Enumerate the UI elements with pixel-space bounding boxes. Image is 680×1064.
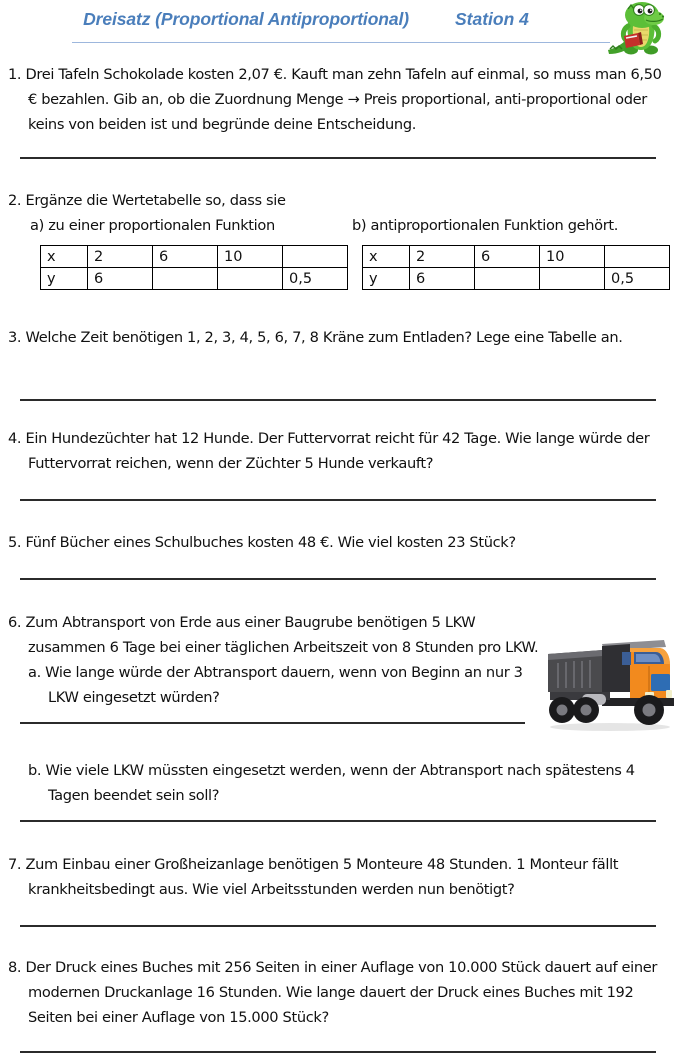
- value-table-a[interactable]: [40, 245, 348, 290]
- header-divider: [72, 42, 610, 43]
- cell-b-0-2[interactable]: 6: [475, 246, 540, 268]
- question-2-text: 2. Ergänze die Wertetabelle so, dass sie: [8, 192, 286, 209]
- cell-b-1-1[interactable]: 6: [410, 268, 475, 290]
- question-7: [8, 852, 672, 902]
- question-5-text: 5. Fünf Bücher eines Schulbuches kosten 48 €. Wie viel kosten 23 Stück?: [8, 534, 516, 551]
- answer-line-6a[interactable]: [20, 722, 525, 724]
- cell-a-0-4[interactable]: [283, 246, 348, 268]
- question-1: [8, 62, 672, 137]
- cell-b-1-2[interactable]: [475, 268, 540, 290]
- cell-b-1-0[interactable]: y: [363, 268, 410, 290]
- question-3: [8, 325, 672, 350]
- question-7-text: 7. Zum Einbau einer Großheizanlage benötigen 5 Monteure 48 Stunden. 1 Monteur fällt krankheitsbedingt aus. Wie viel Arbeitsstunden werden nun benötigt?: [8, 856, 623, 898]
- answer-line-8[interactable]: [20, 1051, 656, 1053]
- cell-a-1-4[interactable]: 0,5: [283, 268, 348, 290]
- question-8: [8, 955, 672, 1030]
- question-6b: [8, 758, 672, 808]
- station-label: Station 4: [455, 9, 529, 29]
- header-title-row: [0, 9, 612, 30]
- question-4: [8, 426, 672, 476]
- question-6a-text: a. Wie lange würde der Abtransport dauern, wenn von Beginn an nur 3 LKW eingesetzt würden?: [28, 664, 527, 706]
- question-6-text: 6. Zum Abtransport von Erde aus einer Baugrube benötigen 5 LKW zusammen 6 Tage bei einer täglichen Arbeitszeit von 8 Stunden pro LKW.: [8, 614, 539, 656]
- value-table-b[interactable]: [362, 245, 670, 290]
- answer-line-5[interactable]: [20, 578, 656, 580]
- cell-a-1-2[interactable]: [153, 268, 218, 290]
- table-row: [363, 268, 670, 290]
- cell-a-0-3[interactable]: 10: [218, 246, 283, 268]
- cell-a-1-3[interactable]: [218, 268, 283, 290]
- question-5: [8, 530, 672, 555]
- question-2b-label: b) antiproportionalen Funktion gehört.: [352, 217, 619, 234]
- question-1-text: 1. Drei Tafeln Schokolade kosten 2,07 €. Kauft man zehn Tafeln auf einmal, so muss man 6,50 € bezahlen. Gib an, ob die Zuordnung Menge → Preis proportional, anti-proportional oder keins von beiden ist und begründe deine Entscheidung.: [8, 66, 666, 133]
- cell-b-0-1[interactable]: 2: [410, 246, 475, 268]
- crocodile-with-book-icon: [602, 0, 676, 56]
- question-2b-label-wrap: [352, 213, 680, 238]
- answer-line-7[interactable]: [20, 925, 656, 927]
- question-8-text: 8. Der Druck eines Buches mit 256 Seiten in einer Auflage von 10.000 Stück dauert auf einer modernen Druckanlage 16 Stunden. Wie lange dauert der Druck eines Buches mit 192 Seiten bei einer Auflage von 15.000 Stück?: [8, 959, 662, 1026]
- cell-a-1-1[interactable]: 6: [88, 268, 153, 290]
- question-3-text: 3. Welche Zeit benötigen 1, 2, 3, 4, 5, 6, 7, 8 Kräne zum Entladen? Lege eine Tabelle an.: [8, 329, 623, 346]
- cell-b-0-4[interactable]: [605, 246, 670, 268]
- question-2: [8, 188, 672, 213]
- question-6a: [8, 660, 556, 710]
- page-title: Dreisatz (Proportional Antiproportional): [83, 9, 409, 29]
- answer-line-6b[interactable]: [20, 820, 656, 822]
- table-row: [363, 246, 670, 268]
- cell-a-0-0[interactable]: x: [41, 246, 88, 268]
- answer-line-4[interactable]: [20, 499, 656, 501]
- question-6: [8, 610, 556, 660]
- question-6b-text: b. Wie viele LKW müssten eingesetzt werden, wenn der Abtransport nach spätestens 4 Tagen beendet sein soll?: [28, 762, 639, 804]
- answer-line-1[interactable]: [20, 157, 656, 159]
- answer-line-3[interactable]: [20, 399, 656, 401]
- page-header: [0, 0, 680, 54]
- table-row: [41, 268, 348, 290]
- cell-b-1-3[interactable]: [540, 268, 605, 290]
- cell-a-0-1[interactable]: 2: [88, 246, 153, 268]
- question-2a-label: a) zu einer proportionalen Funktion: [30, 217, 275, 234]
- cell-b-1-4[interactable]: 0,5: [605, 268, 670, 290]
- question-4-text: 4. Ein Hundezüchter hat 12 Hunde. Der Futtervorrat reicht für 42 Tage. Wie lange würde der Futtervorrat reichen, wenn der Züchter 5 Hunde verkauft?: [8, 430, 654, 472]
- cell-b-0-3[interactable]: 10: [540, 246, 605, 268]
- question-2a-label-wrap: [30, 213, 350, 238]
- cell-b-0-0[interactable]: x: [363, 246, 410, 268]
- cell-a-1-0[interactable]: y: [41, 268, 88, 290]
- table-row: [41, 246, 348, 268]
- dump-truck-icon: [546, 630, 676, 738]
- cell-a-0-2[interactable]: 6: [153, 246, 218, 268]
